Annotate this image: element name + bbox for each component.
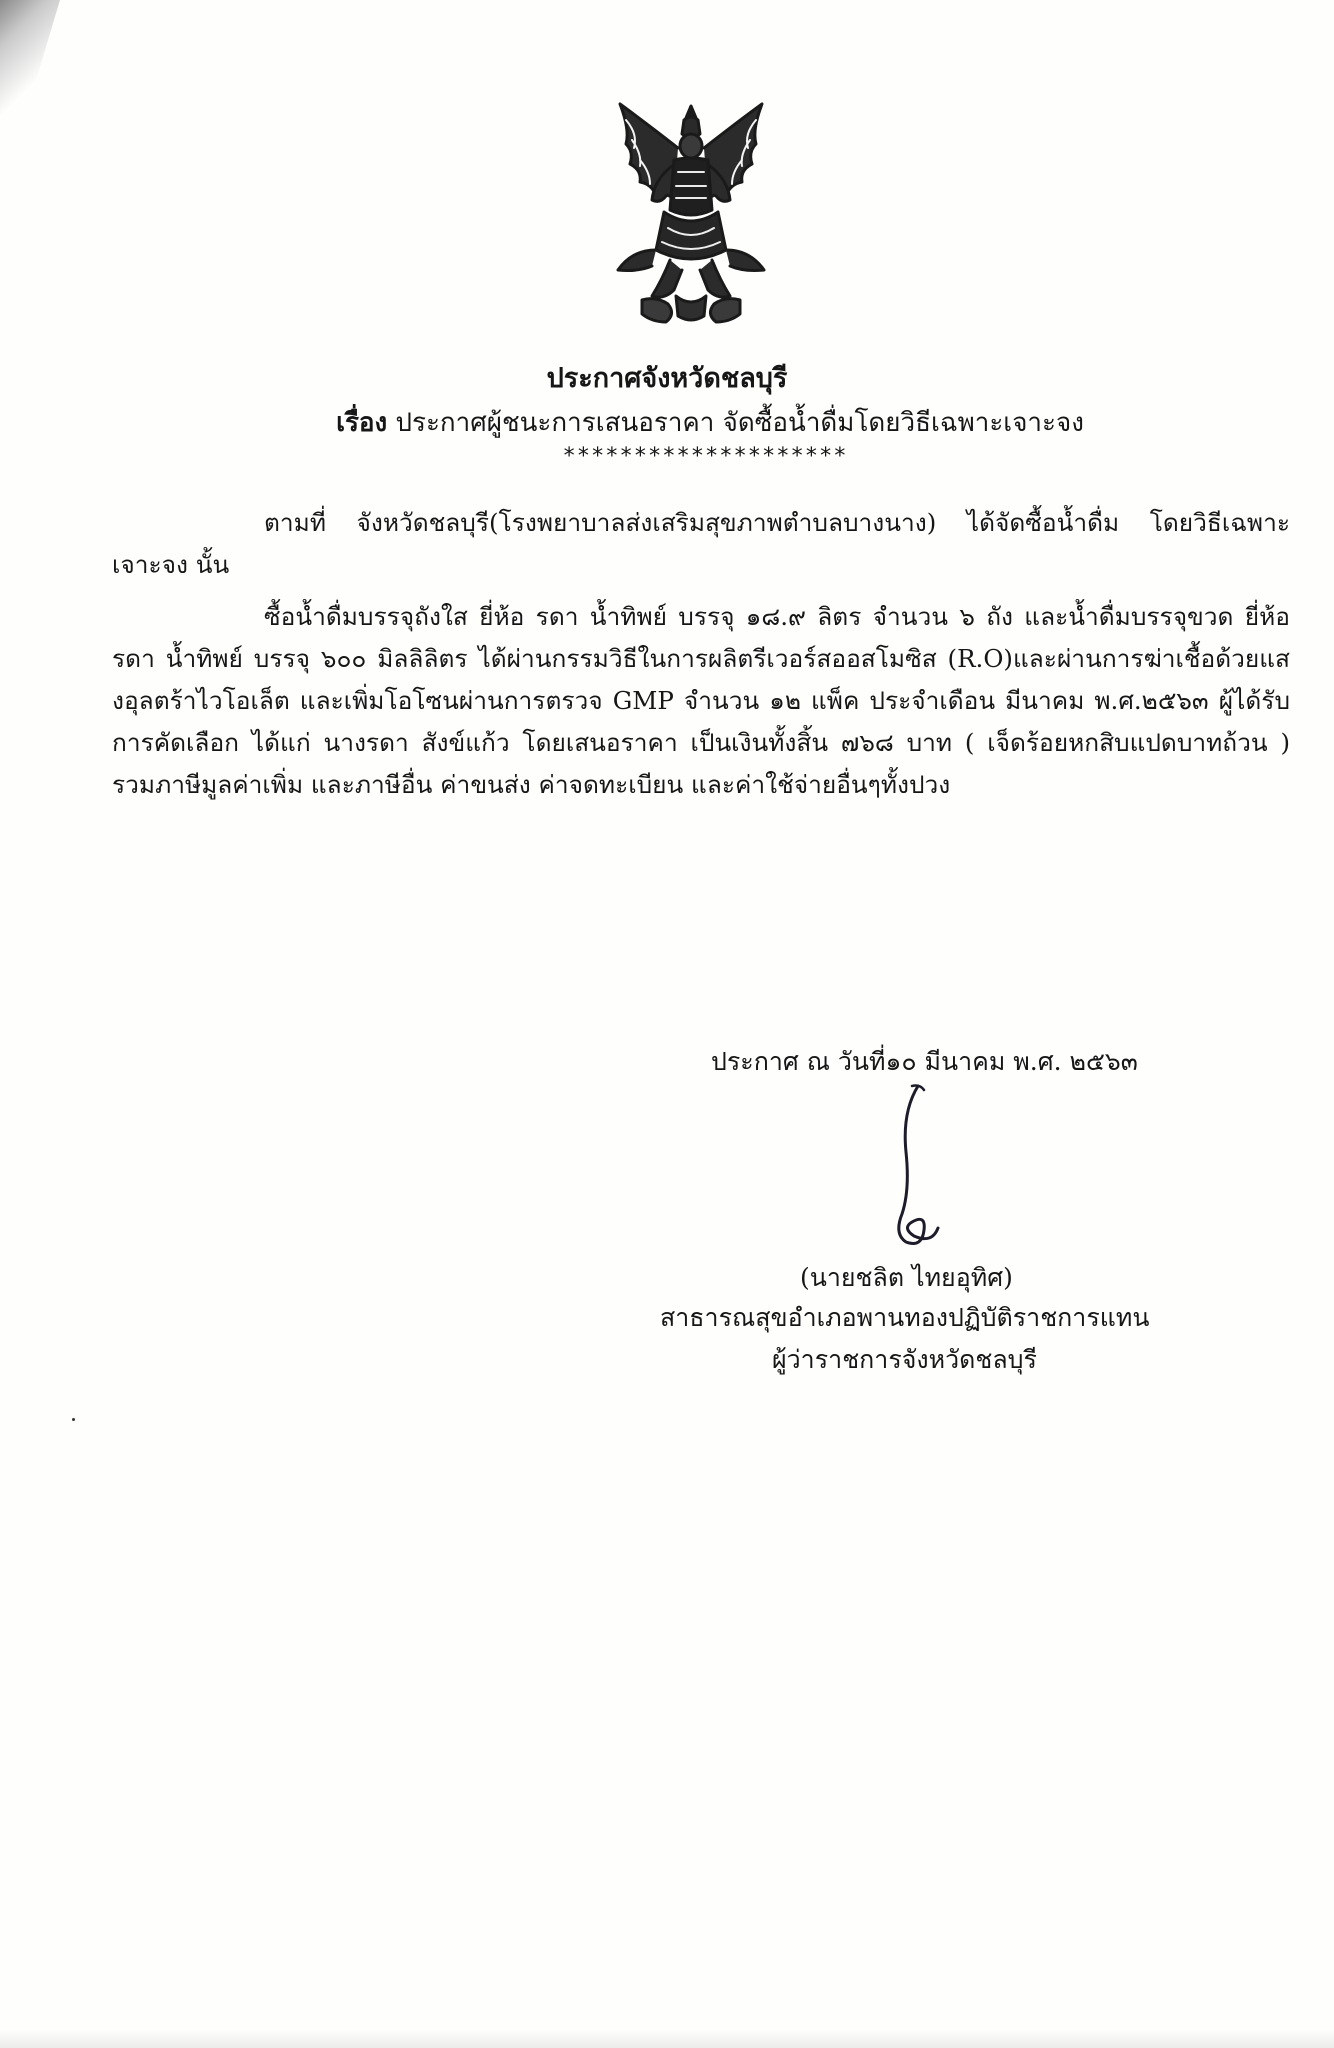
subject-lead: เรื่อง [336,408,388,438]
document-title: ประกาศจังหวัดชลบุรี [546,363,788,394]
scan-corner-shadow [0,0,60,200]
paragraph-2-text: ซื้อน้ำดื่มบรรจุถังใส ยี่ห้อ รดา น้ำทิพย์ บรรจุ ๑๘.๙ ลิตร จำนวน ๖ ถัง และน้ำดื่มบรรจุขวด ยี่ห้อ รดา น้ำทิพย์ บรรจุ ๖๐๐ มิลลิลิตร ได้ผ่านกรรมวิธีในการผลิตรีเวอร์สออสโมซิส (R.O)และผ่านการฆ่าเชื้อด้วยแสงอุลตร้าไวโอเล็ต และเพิ่มโอโซนผ่านการตรวจ GMP จำนวน ๑๒ แพ็ค ประจำเดือน มีนาคม พ.ศ.๒๕๖๓ ผู้ได้รับการคัดเลือก ได้แก่ นางรดา สังข์แก้ว โดยเสนอราคา เป็นเงินทั้งสิ้น ๗๖๘ บาท ( เจ็ดร้อยหกสิบแปดบาทถ้วน ) รวมภาษีมูลค่าเพิ่ม และภาษีอื่น ค่าขนส่ง ค่าจดทะเบียน และค่าใช้จ่ายอื่นๆทั้งปวง [112,602,1290,799]
paragraph-1-text: ตามที่ จังหวัดชลบุรี(โรงพยาบาลส่งเสริมสุขภาพตำบลบางนาง) ได้จัดซื้อน้ำดื่ม โดยวิธีเฉพาะเจาะจง นั้น [112,508,1290,579]
handwritten-signature [872,1082,952,1254]
signer-name: (นายชลิต ไทยอุทิศ) [800,1263,1013,1292]
paragraph-2 [112,596,1290,806]
signer-position-2: ผู้ว่าราชการจังหวัดชลบุรี [772,1345,1037,1374]
paragraph-1 [112,502,1290,586]
scan-bottom-edge [0,2030,1334,2048]
subject-text: ประกาศผู้ชนะการเสนอราคา จัดซื้อน้ำดื่มโดยวิธีเฉพาะเจาะจง [395,408,1084,438]
scan-speck [72,1418,75,1421]
announcement-date: ประกาศ ณ วันที่๑๐ มีนาคม พ.ศ. ๒๕๖๓ [711,1047,1138,1076]
title-separator: ******************** [562,444,848,469]
signer-position-1: สาธารณสุขอำเภอพานทองปฏิบัติราชการแทน [660,1303,1150,1332]
document-subject [0,402,1334,443]
garuda-emblem-icon [612,100,770,328]
